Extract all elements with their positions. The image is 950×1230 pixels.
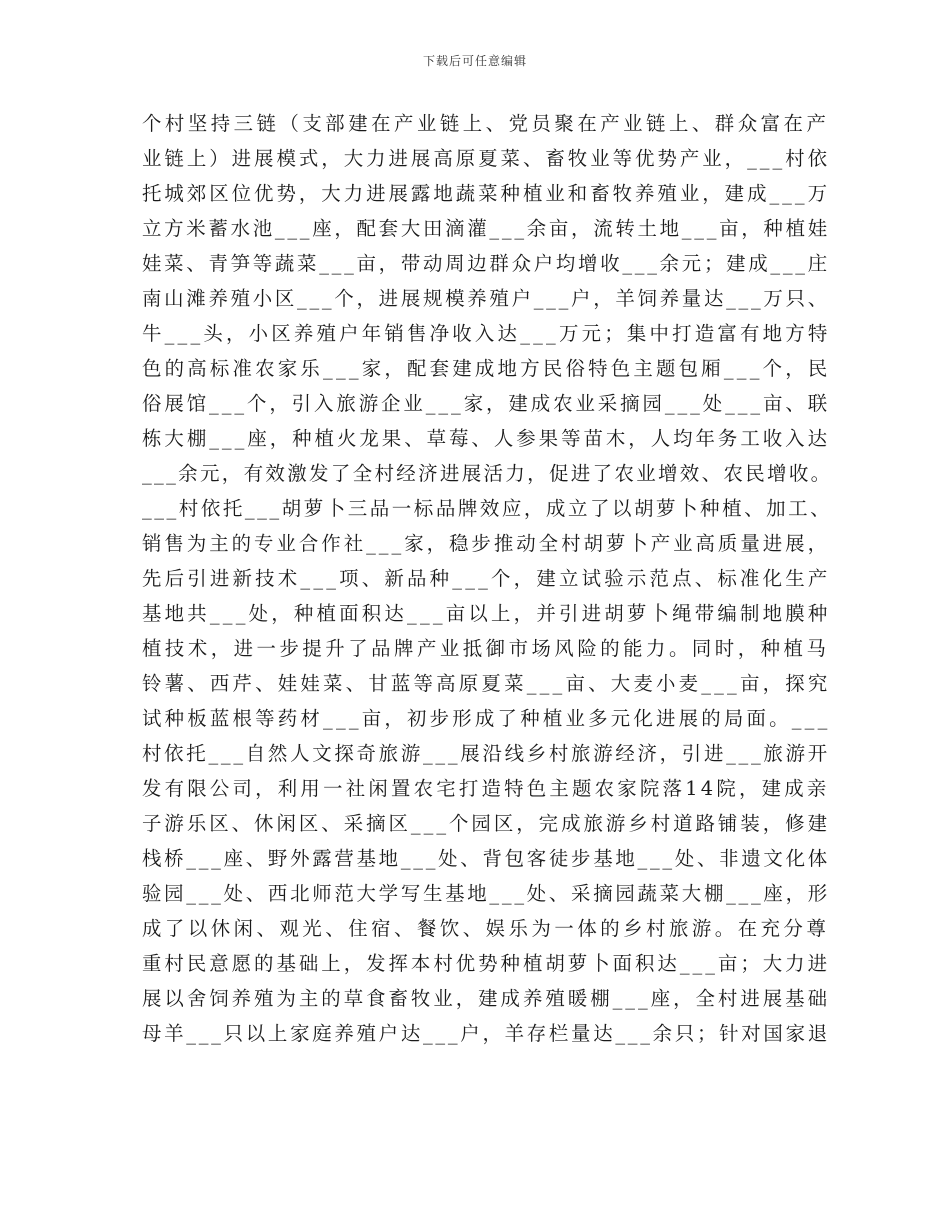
text-line: 验园___处、西北师范大学写生基地___处、采摘园蔬菜大棚___座，形 [142,882,830,905]
text-line: ___余元，有效激发了全村经济进展活力，促进了农业增效、农民增收。 [142,462,833,485]
text-line: 展以舍饲养殖为主的草食畜牧业，建成养殖暖棚___座，全村进展基础 [142,987,831,1010]
text-line: 成了以休闲、观光、住宿、餐饮、娱乐为一体的乡村旅游。在充分尊 [142,917,830,940]
text-line: 俗展馆___个，引入旅游企业___家，建成农业采摘园___处___亩、联 [142,392,831,415]
text-line: 南山滩养殖小区___个，进展规模养殖户___户，羊饲养量达___万只、 [142,287,830,310]
text-line: 植技术，进一步提升了品牌产业抵御市场风险的能力。同时，种植马 [142,637,830,660]
text-line: 个村坚持三链（支部建在产业链上、党员聚在产业链上、群众富在产 [142,112,830,135]
text-line: 子游乐区、休闲区、采摘区___个园区，完成旅游乡村道路铺装，修建 [142,812,831,835]
text-line: 栋大棚___座，种植火龙果、草莓、人参果等苗木，人均年务工收入达 [142,427,831,450]
text-line: 销售为主的专业合作社___家，稳步推动全村胡萝卜产业高质量进展， [142,532,831,555]
document-body [142,106,833,1051]
text-line: 栈桥___座、野外露营基地___处、背包客徒步基地___处、非遗文化体 [142,847,830,870]
text-line: 重村民意愿的基础上，发挥本村优势种植胡萝卜面积达___亩；大力进 [142,952,831,975]
text-line: 试种板蓝根等药材___亩，初步形成了种植业多元化进展的局面。___ [142,707,831,730]
text-line: ___村依托___胡萝卜三品一标品牌效应，成立了以胡萝卜种植、加工、 [142,497,833,520]
text-line: 业链上）进展模式，大力进展高原夏菜、畜牧业等优势产业，___村依 [142,147,831,170]
text-line: 铃薯、西芹、娃娃菜、甘蓝等高原夏菜___亩、大麦小麦___亩，探究 [142,672,831,695]
text-line: 托城郊区位优势，大力进展露地蔬菜种植业和畜牧养殖业，建成___万 [142,182,831,205]
text-line: 基地共___处，种植面积达___亩以上，并引进胡萝卜绳带编制地膜种 [142,602,831,625]
text-line: 色的高标准农家乐___家，配套建成地方民俗特色主题包厢___个，民 [142,357,831,380]
page-header: 下载后可任意编辑 [422,54,527,68]
text-line: 村依托___自然人文探奇旅游___展沿线乡村旅游经济，引进___旅游开 [142,742,830,765]
text-line: 立方米蓄水池___座，配套大田滴灌___余亩，流转土地___亩，种植娃 [142,217,830,240]
text-line: 发有限公司，利用一社闲置农宅打造特色主题农家院落14院，建成亲 [142,777,830,800]
text-line: 牛___头，小区养殖户年销售净收入达___万元；集中打造富有地方特 [142,322,831,345]
text-line: 先后引进新技术___项、新品种___个，建立试验示范点、标准化生产 [142,567,831,590]
text-line: 娃菜、青笋等蔬菜___亩，带动周边群众户均增收___余元；建成___庄 [142,252,830,275]
text-line: 母羊___只以上家庭养殖户达___户，羊存栏量达___余只；针对国家退 [142,1022,830,1045]
